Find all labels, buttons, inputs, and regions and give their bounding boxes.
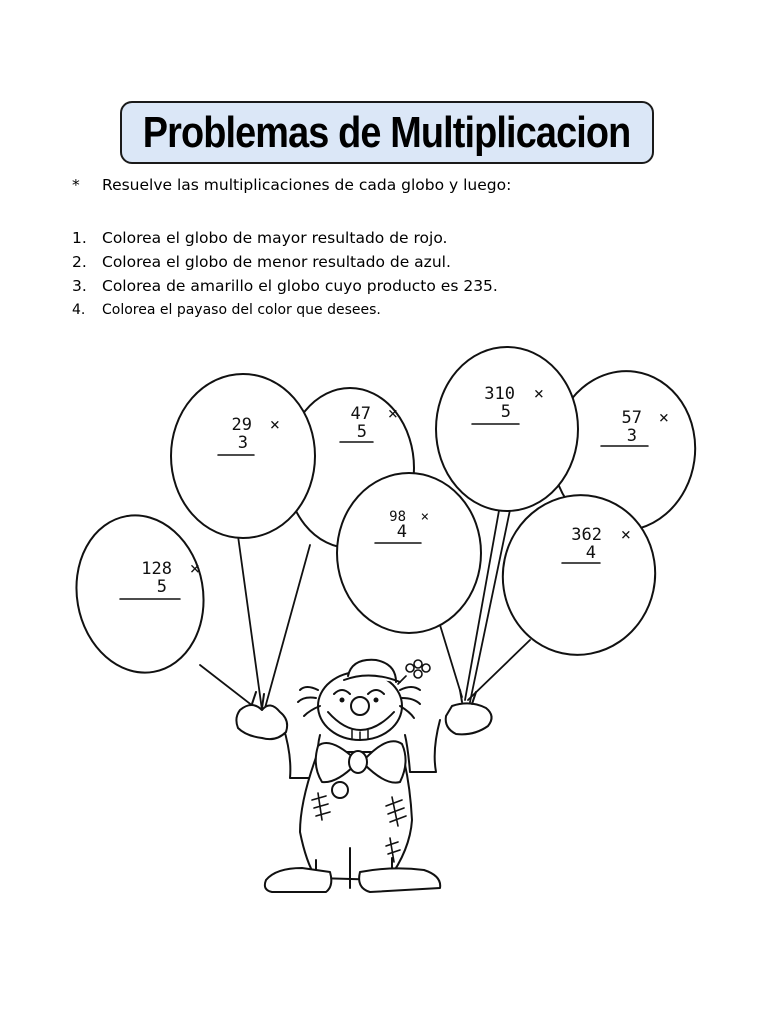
instruction-text: Colorea el globo de menor resultado de azul. xyxy=(102,253,451,271)
balloon-128 xyxy=(64,505,216,682)
balloon-362-top: 362 xyxy=(571,525,602,545)
balloon-310-op: × xyxy=(533,384,544,404)
instruction-text: Colorea el globo de mayor resultado de rojo. xyxy=(102,229,448,247)
balloon-362-op: × xyxy=(620,525,631,545)
balloon-47-op: × xyxy=(387,404,398,424)
clown xyxy=(236,660,491,892)
balloon-98-bottom: 4 xyxy=(396,522,407,542)
balloon-29-op: × xyxy=(269,415,280,435)
balloon-29-top: 29 xyxy=(231,415,252,435)
instruction-text: Colorea el payaso del color que desees. xyxy=(102,302,381,318)
balloon-47-top: 47 xyxy=(350,404,371,424)
balloon-98 xyxy=(337,473,481,633)
intro-text: Resuelve las multiplicaciones de cada globo y luego: xyxy=(102,176,512,194)
balloon-47-bottom: 5 xyxy=(356,422,367,442)
balloon-57-top: 57 xyxy=(621,408,642,428)
balloon-57-op: × xyxy=(658,408,669,428)
balloon-128-op: × xyxy=(189,559,200,579)
balloon-310-bottom: 5 xyxy=(500,402,511,422)
intro-bullet: * xyxy=(72,176,80,194)
balloon-98-top: 98 xyxy=(389,509,406,525)
balloon-128-top: 128 xyxy=(141,559,172,579)
balloon-29-bottom: 3 xyxy=(237,433,248,453)
instruction-number: 1. xyxy=(72,229,87,247)
instruction-number: 4. xyxy=(72,302,86,318)
balloon-29 xyxy=(171,374,315,538)
balloon-98-op: × xyxy=(420,509,429,525)
balloon-310 xyxy=(436,347,578,511)
instruction-number: 2. xyxy=(72,253,87,271)
balloon-128-bottom: 5 xyxy=(156,577,167,597)
page-title: Problemas de Multiplicacion xyxy=(143,107,631,157)
instruction-text: Colorea de amarillo el globo cuyo producto es 235. xyxy=(102,277,498,295)
balloon-362-bottom: 4 xyxy=(585,543,596,563)
balloon-310-top: 310 xyxy=(484,384,515,404)
balloon-57-bottom: 3 xyxy=(626,426,637,446)
instruction-number: 3. xyxy=(72,277,87,295)
